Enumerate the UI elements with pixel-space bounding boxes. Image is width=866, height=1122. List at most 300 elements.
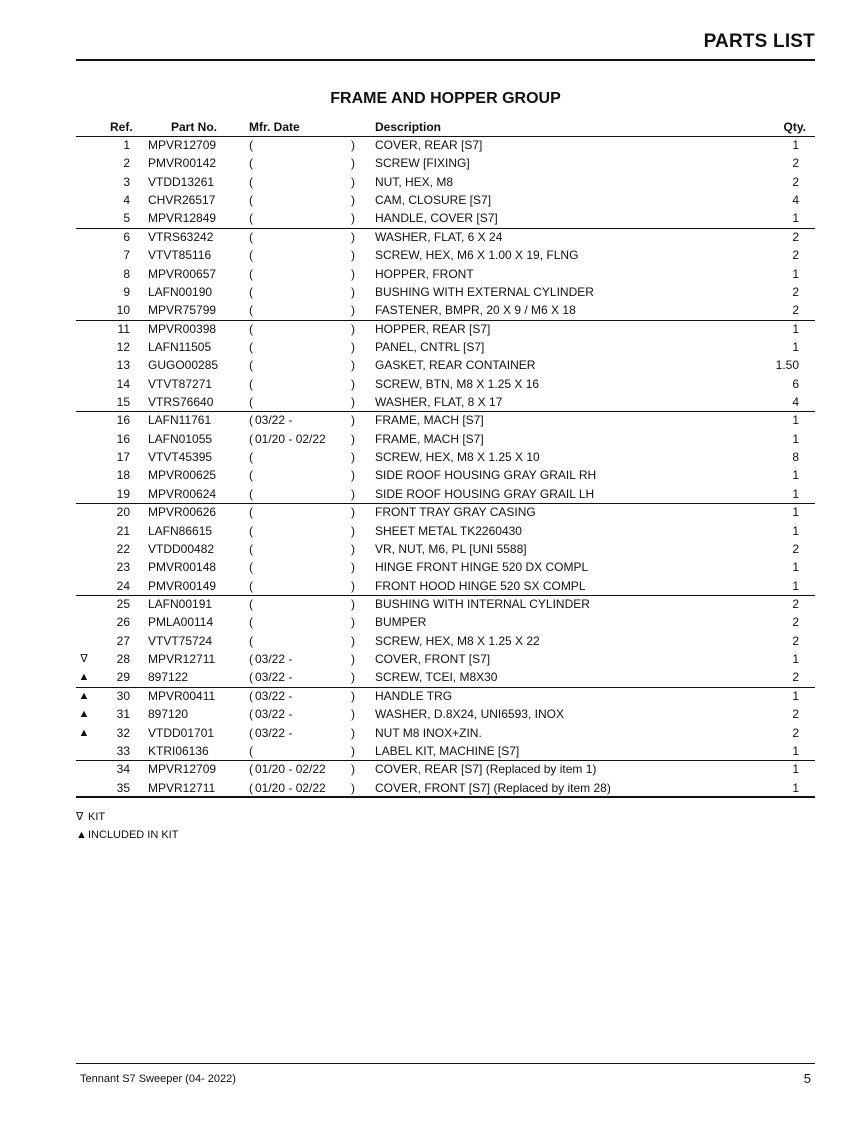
row-mfr-close-bracket: ) (351, 541, 355, 556)
legend (76, 810, 178, 846)
row-mfr-date (249, 726, 292, 740)
table-row (76, 467, 815, 485)
row-qty: 1 (792, 138, 799, 152)
table-row (76, 376, 815, 394)
row-part-no: CHVR26517 (148, 193, 216, 208)
row-part-no: PMVR00142 (148, 156, 217, 171)
row-qty: 1 (792, 578, 799, 593)
row-mfr-close-bracket: ) (351, 358, 355, 373)
row-qty: 1 (792, 431, 799, 446)
table-row (76, 302, 815, 320)
row-mfr-date (249, 193, 255, 207)
row-ref: 5 (123, 211, 130, 226)
row-mfr-close-bracket: ) (351, 450, 355, 465)
mfr-open-bracket: ( (249, 284, 253, 299)
legend-included-label: INCLUDED IN KIT (88, 829, 179, 841)
row-description: SCREW, HEX, M8 X 1.25 X 10 (375, 450, 540, 465)
row-qty: 2 (792, 541, 799, 556)
row-ref: 13 (116, 358, 130, 373)
row-description: COVER, FRONT [S7] (Replaced by item 28) (375, 780, 611, 795)
mfr-open-bracket: ( (249, 780, 253, 795)
row-part-no: VTDD00482 (148, 541, 215, 556)
table-row (76, 266, 815, 284)
row-part-no: MPVR00411 (148, 688, 216, 703)
table-row (76, 155, 815, 173)
row-description: HANDLE, COVER [S7] (375, 211, 498, 226)
row-part-no: VTDD01701 (148, 725, 215, 740)
row-part-no: LAFN01055 (148, 431, 213, 446)
header-rule (76, 59, 815, 61)
row-ref: 28 (116, 652, 130, 667)
mfr-open-bracket: ( (249, 193, 253, 208)
row-mfr-close-bracket: ) (351, 633, 355, 648)
mfr-date-value: 03/22 - (255, 670, 293, 685)
table-row (76, 321, 815, 339)
row-mfr-close-bracket: ) (351, 395, 355, 410)
row-mfr-close-bracket: ) (351, 321, 355, 336)
row-qty: 2 (792, 725, 799, 740)
row-qty: 1 (792, 486, 799, 501)
row-description: HANDLE TRG (375, 688, 453, 703)
row-mfr-date (249, 487, 255, 501)
row-part-no: VTVT45395 (148, 450, 213, 465)
row-description: SCREW [FIXING] (375, 156, 470, 171)
row-qty: 2 (792, 303, 799, 318)
col-header-description: Description (375, 120, 442, 134)
table-row (76, 523, 815, 541)
row-ref: 22 (116, 541, 130, 556)
row-qty: 1 (792, 743, 799, 758)
row-mfr-close-bracket: ) (351, 505, 355, 520)
row-part-no: LAFN11505 (148, 339, 212, 354)
row-ref: 19 (116, 486, 130, 501)
row-ref: 10 (116, 303, 130, 318)
row-part-no: PMLA00114 (148, 615, 214, 630)
row-description: FRAME, MACH [S7] (375, 431, 484, 446)
row-mfr-date (249, 450, 255, 464)
row-mfr-date (249, 432, 326, 446)
mfr-open-bracket: ( (249, 229, 253, 244)
row-description: HOPPER, REAR [S7] (375, 321, 491, 336)
table-row (76, 431, 815, 449)
row-ref: 33 (116, 743, 130, 758)
row-mfr-close-bracket: ) (351, 138, 355, 152)
row-part-no: VTRS76640 (148, 395, 214, 410)
mfr-date-value: 01/20 - 02/22 (255, 780, 326, 795)
mfr-open-bracket: ( (249, 339, 253, 354)
row-part-no: MPVR12711 (148, 652, 216, 667)
row-mfr-date (249, 285, 255, 299)
table-row (76, 541, 815, 559)
row-description: WASHER, FLAT, 8 X 17 (375, 395, 503, 410)
row-description: NUT M8 INOX+ZIN. (375, 725, 482, 740)
row-mfr-date (249, 340, 255, 354)
row-mfr-close-bracket: ) (351, 523, 355, 538)
row-mfr-date (249, 744, 255, 758)
table-row (76, 229, 815, 247)
row-ref: 29 (116, 670, 130, 685)
row-mfr-close-bracket: ) (351, 339, 355, 354)
row-mfr-date (249, 395, 255, 409)
row-ref: 17 (116, 450, 130, 465)
row-qty: 1 (792, 339, 799, 354)
row-mfr-close-bracket: ) (351, 615, 355, 630)
row-ref: 20 (116, 505, 130, 520)
mfr-open-bracket: ( (249, 541, 253, 556)
row-mfr-date (249, 597, 255, 611)
row-mfr-date (249, 505, 255, 519)
mfr-open-bracket: ( (249, 652, 253, 667)
row-description: FRONT TRAY GRAY CASING (375, 505, 536, 520)
row-ref: 7 (123, 248, 130, 263)
row-mfr-date (249, 413, 292, 427)
row-mfr-close-bracket: ) (351, 413, 355, 428)
row-description: VR, NUT, M6, PL [UNI 5588] (375, 541, 527, 556)
table-row (76, 651, 815, 669)
row-mfr-date (249, 248, 255, 262)
row-description: PANEL, CNTRL [S7] (375, 339, 485, 354)
row-description: SIDE ROOF HOUSING GRAY GRAIL RH (375, 468, 597, 483)
row-ref: 27 (116, 633, 130, 648)
row-mfr-date (249, 652, 292, 666)
table-row (76, 614, 815, 632)
row-mfr-date (249, 670, 292, 684)
row-part-no: LAFN86615 (148, 523, 213, 538)
row-mfr-date (249, 377, 255, 391)
col-header-mfr-date: Mfr. Date (249, 120, 300, 134)
row-description: WASHER, D.8X24, UNI6593, INOX (375, 707, 564, 722)
row-qty: 1 (792, 780, 799, 795)
row-description: SIDE ROOF HOUSING GRAY GRAIL LH (375, 486, 595, 501)
row-qty: 1 (792, 762, 799, 777)
row-ref: 12 (116, 339, 130, 354)
row-ref: 15 (116, 395, 130, 410)
row-ref: 32 (116, 725, 130, 740)
row-mfr-close-bracket: ) (351, 670, 355, 685)
legend-kit (76, 810, 178, 828)
row-mfr-date (249, 689, 292, 703)
row-mfr-date (249, 524, 255, 538)
row-ref: 14 (116, 376, 130, 391)
footer-document-title: Tennant S7 Sweeper (04- 2022) (80, 1073, 236, 1085)
row-kit-symbol-icon: ▲ (78, 671, 90, 684)
row-description: COVER, REAR [S7] (Replaced by item 1) (375, 762, 597, 777)
row-mfr-close-bracket: ) (351, 376, 355, 391)
page-number: 5 (803, 1071, 811, 1086)
row-mfr-close-bracket: ) (351, 156, 355, 171)
row-part-no: LAFN11761 (148, 413, 212, 428)
mfr-date-value: 01/20 - 02/22 (255, 431, 326, 446)
row-qty: 1 (792, 505, 799, 520)
row-qty: 2 (792, 229, 799, 244)
row-part-no: MPVR00398 (148, 321, 217, 336)
row-ref: 30 (116, 688, 130, 703)
row-qty: 1 (792, 468, 799, 483)
row-description: SCREW, HEX, M6 X 1.00 X 19, FLNG (375, 248, 579, 263)
row-qty: 6 (792, 376, 799, 391)
row-mfr-close-bracket: ) (351, 193, 355, 208)
row-mfr-date (249, 230, 255, 244)
row-part-no: MPVR12711 (148, 780, 216, 795)
row-mfr-date (249, 175, 255, 189)
row-description: FRONT HOOD HINGE 520 SX COMPL (375, 578, 586, 593)
row-kit-symbol-icon: ▲ (78, 708, 90, 721)
row-description: HINGE FRONT HINGE 520 DX COMPL (375, 560, 589, 575)
row-description: BUSHING WITH EXTERNAL CYLINDER (375, 284, 594, 299)
row-ref: 8 (123, 266, 130, 281)
row-qty: 1 (792, 652, 799, 667)
table-row (76, 339, 815, 357)
table-row (76, 669, 815, 687)
mfr-open-bracket: ( (249, 596, 253, 611)
mfr-open-bracket: ( (249, 505, 253, 520)
row-description: FASTENER, BMPR, 20 X 9 / M6 X 18 (375, 303, 576, 318)
row-qty: 1 (792, 413, 799, 428)
row-ref: 21 (116, 523, 130, 538)
table-row (76, 192, 815, 210)
mfr-open-bracket: ( (249, 707, 253, 722)
row-mfr-date (249, 322, 255, 336)
row-qty: 2 (792, 670, 799, 685)
mfr-open-bracket: ( (249, 376, 253, 391)
row-mfr-date (249, 707, 292, 721)
table-row (76, 578, 815, 596)
row-ref: 16 (116, 413, 130, 428)
row-kit-symbol-icon: ∇ (80, 653, 88, 666)
row-mfr-date (249, 358, 255, 372)
row-part-no: PMVR00148 (148, 560, 217, 575)
row-part-no: MPVR12709 (148, 138, 217, 152)
row-description: BUMPER (375, 615, 427, 630)
row-mfr-date (249, 615, 255, 629)
row-qty: 1 (792, 560, 799, 575)
mfr-open-bracket: ( (249, 138, 253, 152)
table-row (76, 743, 815, 761)
mfr-open-bracket: ( (249, 266, 253, 281)
legend-included (76, 828, 178, 846)
row-mfr-close-bracket: ) (351, 560, 355, 575)
row-part-no: VTVT85116 (148, 248, 212, 263)
row-description: SHEET METAL TK2260430 (375, 523, 522, 538)
row-ref: 3 (123, 174, 130, 189)
mfr-open-bracket: ( (249, 211, 253, 226)
row-ref: 1 (123, 138, 130, 152)
mfr-date-value: 03/22 - (255, 707, 293, 722)
mfr-open-bracket: ( (249, 413, 253, 428)
row-mfr-close-bracket: ) (351, 725, 355, 740)
kit-symbol-icon: ∇ (76, 811, 84, 823)
table-row (76, 284, 815, 302)
row-ref: 26 (116, 615, 130, 630)
row-ref: 25 (116, 596, 130, 611)
row-ref: 34 (116, 762, 130, 777)
table-row (76, 761, 815, 779)
row-description: CAM, CLOSURE [S7] (375, 193, 492, 208)
row-part-no: VTVT87271 (148, 376, 213, 391)
row-qty: 2 (792, 284, 799, 299)
row-description: NUT, HEX, M8 (375, 174, 454, 189)
row-qty: 2 (792, 596, 799, 611)
mfr-open-bracket: ( (249, 615, 253, 630)
mfr-open-bracket: ( (249, 468, 253, 483)
row-part-no: MPVR00625 (148, 468, 217, 483)
table-row (76, 688, 815, 706)
table-row (76, 210, 815, 228)
table-row (76, 486, 815, 504)
row-mfr-date (249, 560, 255, 574)
row-mfr-date (249, 542, 255, 556)
column-headers (76, 120, 815, 136)
row-mfr-date (249, 634, 255, 648)
row-ref: 24 (116, 578, 130, 593)
row-part-no: VTVT75724 (148, 633, 213, 648)
row-part-no: 897120 (148, 707, 189, 722)
row-part-no: MPVR12849 (148, 211, 217, 226)
row-ref: 9 (123, 284, 130, 299)
row-ref: 31 (116, 707, 130, 722)
row-qty: 2 (792, 248, 799, 263)
row-mfr-close-bracket: ) (351, 688, 355, 703)
included-in-kit-symbol-icon: ▲ (76, 829, 87, 841)
row-qty: 4 (792, 395, 799, 410)
row-qty: 2 (792, 156, 799, 171)
row-mfr-date (249, 781, 326, 795)
row-qty: 2 (792, 633, 799, 648)
row-qty: 2 (792, 615, 799, 630)
table-row (76, 394, 815, 412)
row-qty: 1 (792, 321, 799, 336)
row-part-no: VTDD13261 (148, 174, 215, 189)
table-row (76, 449, 815, 467)
row-kit-symbol-icon: ▲ (78, 726, 90, 739)
table-row (76, 247, 815, 265)
row-description: FRAME, MACH [S7] (375, 413, 484, 428)
mfr-date-value: 03/22 - (255, 725, 293, 740)
mfr-open-bracket: ( (249, 523, 253, 538)
table-row (76, 706, 815, 724)
row-mfr-close-bracket: ) (351, 743, 355, 758)
mfr-open-bracket: ( (249, 450, 253, 465)
row-ref: 18 (116, 468, 130, 483)
col-header-ref: Ref. (110, 120, 133, 134)
row-ref: 2 (123, 156, 130, 171)
row-qty: 4 (792, 193, 799, 208)
row-mfr-close-bracket: ) (351, 468, 355, 483)
mfr-open-bracket: ( (249, 156, 253, 171)
row-mfr-close-bracket: ) (351, 652, 355, 667)
parts-table (76, 137, 815, 798)
row-part-no: VTRS63242 (148, 229, 214, 244)
row-mfr-date (249, 138, 255, 152)
mfr-open-bracket: ( (249, 743, 253, 758)
row-description: LABEL KIT, MACHINE [S7] (375, 743, 520, 758)
row-mfr-date (249, 762, 326, 776)
row-part-no: PMVR00149 (148, 578, 217, 593)
row-ref: 6 (123, 229, 130, 244)
row-mfr-date (249, 211, 255, 225)
row-part-no: LAFN00190 (148, 284, 213, 299)
row-mfr-close-bracket: ) (351, 780, 355, 795)
mfr-date-value: 01/20 - 02/22 (255, 762, 326, 777)
row-description: BUSHING WITH INTERNAL CYLINDER (375, 596, 590, 611)
table-row (76, 725, 815, 743)
mfr-date-value: 03/22 - (255, 413, 293, 428)
mfr-open-bracket: ( (249, 725, 253, 740)
mfr-open-bracket: ( (249, 486, 253, 501)
row-ref: 23 (116, 560, 130, 575)
row-qty: 1.50 (775, 358, 799, 373)
page-header-title: PARTS LIST (703, 31, 815, 52)
row-mfr-date (249, 267, 255, 281)
row-kit-symbol-icon: ▲ (78, 689, 90, 702)
table-row (76, 780, 815, 798)
mfr-open-bracket: ( (249, 762, 253, 777)
row-mfr-close-bracket: ) (351, 248, 355, 263)
row-part-no: LAFN00191 (148, 596, 213, 611)
group-title: FRAME AND HOPPER GROUP (330, 90, 561, 107)
row-part-no: MPVR12709 (148, 762, 217, 777)
row-part-no: MPVR00657 (148, 266, 217, 281)
mfr-open-bracket: ( (249, 395, 253, 410)
row-ref: 4 (123, 193, 130, 208)
table-row (76, 137, 815, 155)
row-ref: 35 (116, 780, 130, 795)
mfr-open-bracket: ( (249, 248, 253, 263)
row-mfr-close-bracket: ) (351, 266, 355, 281)
row-description: COVER, REAR [S7] (375, 138, 483, 152)
row-mfr-date (249, 468, 255, 482)
row-description: WASHER, FLAT, 6 X 24 (375, 229, 503, 244)
row-mfr-close-bracket: ) (351, 211, 355, 226)
row-mfr-close-bracket: ) (351, 174, 355, 189)
row-part-no: MPVR00626 (148, 505, 217, 520)
row-qty: 1 (792, 688, 799, 703)
mfr-open-bracket: ( (249, 174, 253, 189)
row-description: HOPPER, FRONT (375, 266, 474, 281)
row-mfr-close-bracket: ) (351, 707, 355, 722)
legend-kit-label: KIT (88, 811, 106, 823)
row-description: COVER, FRONT [S7] (375, 652, 491, 667)
row-ref: 16 (116, 431, 130, 446)
row-qty: 1 (792, 211, 799, 226)
row-qty: 8 (792, 450, 799, 465)
mfr-open-bracket: ( (249, 321, 253, 336)
row-mfr-close-bracket: ) (351, 229, 355, 244)
row-mfr-close-bracket: ) (351, 284, 355, 299)
mfr-open-bracket: ( (249, 431, 253, 446)
row-mfr-close-bracket: ) (351, 431, 355, 446)
row-mfr-date (249, 303, 255, 317)
mfr-open-bracket: ( (249, 688, 253, 703)
row-mfr-date (249, 156, 255, 170)
row-mfr-close-bracket: ) (351, 578, 355, 593)
table-row (76, 559, 815, 577)
table-row (76, 504, 815, 522)
col-header-qty: Qty. (783, 120, 806, 134)
mfr-date-value: 03/22 - (255, 688, 293, 703)
row-part-no: KTRI06136 (148, 743, 209, 758)
row-description: SCREW, HEX, M8 X 1.25 X 22 (375, 633, 540, 648)
col-header-part-no: Part No. (171, 120, 218, 134)
row-mfr-close-bracket: ) (351, 303, 355, 318)
row-mfr-close-bracket: ) (351, 486, 355, 501)
row-mfr-close-bracket: ) (351, 762, 355, 777)
footer-rule (76, 1063, 815, 1064)
row-part-no: GUGO00285 (148, 358, 219, 373)
mfr-open-bracket: ( (249, 633, 253, 648)
table-row (76, 174, 815, 192)
row-mfr-date (249, 579, 255, 593)
